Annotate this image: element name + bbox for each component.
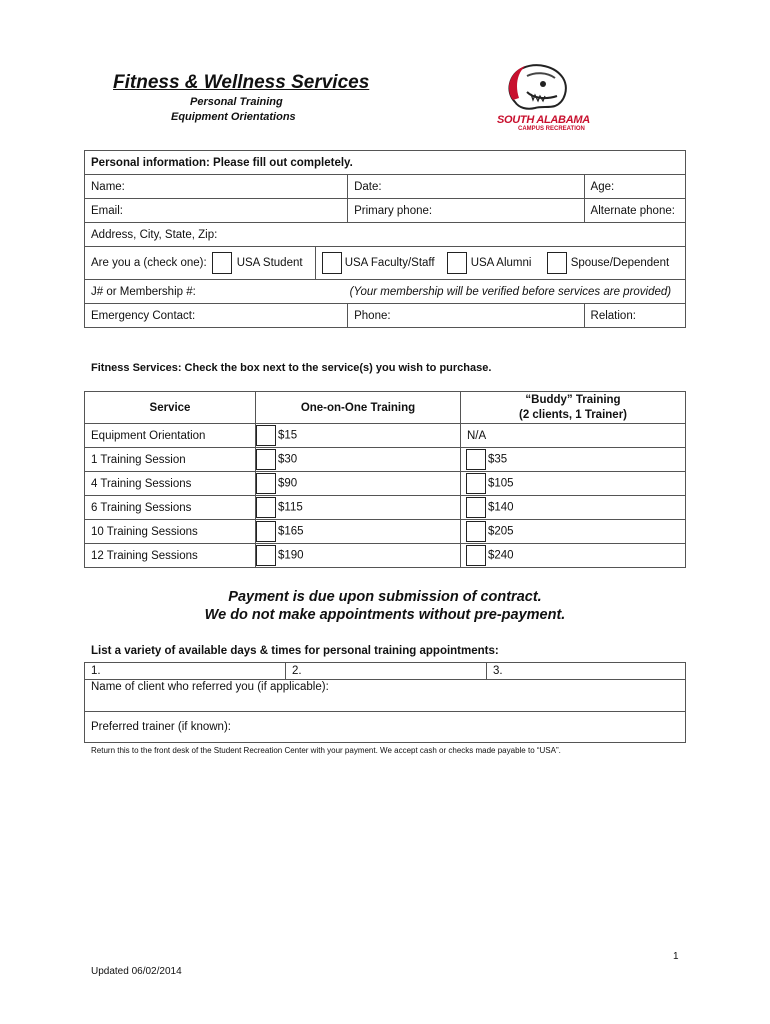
one-on-one-cell bbox=[256, 544, 461, 568]
alternate-phone-field[interactable]: Alternate phone: bbox=[584, 199, 685, 223]
buddy-cell bbox=[461, 472, 686, 496]
spouse-dependent-label: Spouse/Dependent bbox=[570, 257, 670, 269]
buddy-price: $240 bbox=[488, 549, 514, 562]
buddy-checkbox[interactable] bbox=[466, 521, 486, 542]
buddy-price: N/A bbox=[461, 424, 686, 448]
buddy-cell bbox=[461, 496, 686, 520]
buddy-cell bbox=[461, 520, 686, 544]
membership-number-field[interactable]: J# or Membership #: bbox=[85, 280, 348, 304]
one-on-one-checkbox[interactable] bbox=[256, 545, 276, 566]
preferred-trainer-field[interactable]: Preferred trainer (if known): bbox=[85, 712, 686, 743]
one-on-one-price: $30 bbox=[278, 453, 298, 466]
usa-student-checkbox[interactable] bbox=[212, 252, 232, 274]
buddy-checkbox[interactable] bbox=[466, 545, 486, 566]
subtitle-personal-training: Personal Training bbox=[190, 96, 283, 108]
one-on-one-cell bbox=[256, 424, 461, 448]
services-table bbox=[84, 391, 686, 568]
membership-type-row bbox=[85, 247, 686, 280]
one-on-one-cell bbox=[256, 448, 461, 472]
subtitle-equipment-orientations: Equipment Orientations bbox=[171, 111, 296, 123]
logo-subtext: CAMPUS RECREATION bbox=[518, 126, 585, 132]
membership-note: (Your membership will be verified before services are provided) bbox=[348, 280, 686, 304]
return-note: Return this to the front desk of the Student Recreation Center with your payment. We accept cash or checks made payable to “USA”. bbox=[91, 746, 561, 755]
col-one-on-one-header: One-on-One Training bbox=[256, 392, 461, 424]
buddy-checkbox[interactable] bbox=[466, 449, 486, 470]
updated-date: Updated 06/02/2014 bbox=[91, 966, 182, 977]
one-on-one-cell bbox=[256, 520, 461, 544]
emergency-contact-field[interactable]: Emergency Contact: bbox=[85, 304, 348, 328]
personal-info-table bbox=[84, 150, 686, 328]
membership-type-label: Are you a (check one): bbox=[91, 257, 207, 269]
buddy-price: $105 bbox=[488, 477, 514, 490]
address-field[interactable]: Address, City, State, Zip: bbox=[85, 223, 686, 247]
buddy-price: $35 bbox=[488, 453, 508, 466]
availability-slot-1[interactable]: 1. bbox=[85, 663, 286, 680]
one-on-one-price: $190 bbox=[278, 549, 304, 562]
age-field[interactable]: Age: bbox=[584, 175, 685, 199]
one-on-one-checkbox[interactable] bbox=[256, 521, 276, 542]
buddy-price: $205 bbox=[488, 525, 514, 538]
buddy-checkbox[interactable] bbox=[466, 497, 486, 518]
referral-field[interactable]: Name of client who referred you (if applicable): bbox=[85, 680, 686, 712]
one-on-one-price: $90 bbox=[278, 477, 298, 490]
service-name: 1 Training Session bbox=[85, 448, 256, 472]
service-name: 10 Training Sessions bbox=[85, 520, 256, 544]
one-on-one-price: $165 bbox=[278, 525, 304, 538]
usa-student-label: USA Student bbox=[236, 257, 303, 269]
payment-notice-line1: Payment is due upon submission of contract. bbox=[228, 589, 542, 605]
page-number: 1 bbox=[673, 951, 679, 962]
service-name: 6 Training Sessions bbox=[85, 496, 256, 520]
spouse-dependent-checkbox[interactable] bbox=[547, 252, 567, 274]
services-heading: Fitness Services: Check the box next to the service(s) you wish to purchase. bbox=[91, 362, 492, 374]
email-field[interactable]: Email: bbox=[85, 199, 348, 223]
availability-slot-2[interactable]: 2. bbox=[286, 663, 487, 680]
logo-wordmark: SOUTH ALABAMA bbox=[497, 114, 590, 126]
buddy-price: $140 bbox=[488, 501, 514, 514]
name-field[interactable]: Name: bbox=[85, 175, 348, 199]
one-on-one-checkbox[interactable] bbox=[256, 473, 276, 494]
emergency-phone-field[interactable]: Phone: bbox=[348, 304, 584, 328]
col-buddy-header bbox=[461, 392, 686, 424]
one-on-one-price: $15 bbox=[278, 429, 298, 442]
availability-slot-3[interactable]: 3. bbox=[487, 663, 686, 680]
one-on-one-checkbox[interactable] bbox=[256, 449, 276, 470]
one-on-one-checkbox[interactable] bbox=[256, 425, 276, 446]
one-on-one-checkbox[interactable] bbox=[256, 497, 276, 518]
buddy-header-line2: (2 clients, 1 Trainer) bbox=[518, 408, 627, 421]
one-on-one-price: $115 bbox=[278, 501, 303, 514]
buddy-checkbox[interactable] bbox=[466, 473, 486, 494]
usa-faculty-checkbox[interactable] bbox=[322, 252, 342, 274]
one-on-one-cell bbox=[256, 496, 461, 520]
payment-notice-line2: We do not make appointments without pre-payment. bbox=[204, 607, 566, 623]
buddy-cell bbox=[461, 544, 686, 568]
primary-phone-field[interactable]: Primary phone: bbox=[348, 199, 584, 223]
relation-field[interactable]: Relation: bbox=[584, 304, 685, 328]
buddy-cell bbox=[461, 448, 686, 472]
one-on-one-cell bbox=[256, 472, 461, 496]
buddy-header-line1: “Buddy” Training bbox=[525, 393, 621, 406]
usa-faculty-label: USA Faculty/Staff bbox=[344, 257, 435, 269]
usa-alumni-label: USA Alumni bbox=[470, 257, 532, 269]
date-field[interactable]: Date: bbox=[348, 175, 584, 199]
availability-table bbox=[84, 662, 686, 743]
availability-heading: List a variety of available days & times for personal training appointments: bbox=[91, 645, 499, 657]
service-name: 4 Training Sessions bbox=[85, 472, 256, 496]
usa-alumni-checkbox[interactable] bbox=[447, 252, 467, 274]
col-service-header: Service bbox=[85, 392, 256, 424]
service-name: 12 Training Sessions bbox=[85, 544, 256, 568]
page-title: Fitness & Wellness Services bbox=[113, 72, 370, 93]
personal-info-heading: Personal information: Please fill out completely. bbox=[85, 151, 686, 175]
service-name: Equipment Orientation bbox=[85, 424, 256, 448]
